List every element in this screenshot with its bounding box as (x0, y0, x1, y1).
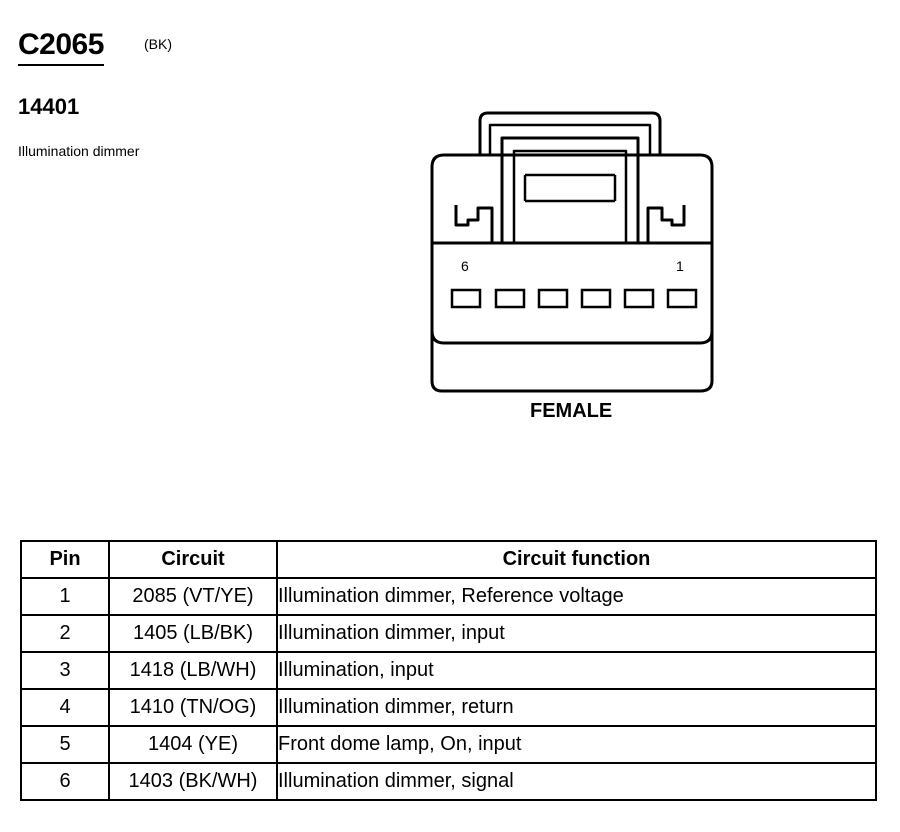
cell-pin: 3 (21, 652, 109, 689)
cell-circuit-function: Illumination dimmer, Reference voltage (277, 578, 876, 615)
pin-number-label-right: 1 (676, 258, 684, 274)
pin-cavity-4 (539, 290, 567, 307)
header-pin: Pin (21, 541, 109, 578)
header-circuit-function: Circuit function (277, 541, 876, 578)
pin-cavity-5 (496, 290, 524, 307)
connector-id: C2065 (18, 28, 104, 66)
pin-cavity-3 (582, 290, 610, 307)
cell-pin: 4 (21, 689, 109, 726)
table-row (21, 578, 876, 615)
cell-pin: 2 (21, 615, 109, 652)
table-row (21, 652, 876, 689)
cell-circuit-function: Illumination dimmer, input (277, 615, 876, 652)
cell-circuit-function: Illumination dimmer, signal (277, 763, 876, 800)
cell-circuit-function: Illumination, input (277, 652, 876, 689)
cell-circuit-function: Illumination dimmer, return (277, 689, 876, 726)
pin-cavity-1 (668, 290, 696, 307)
pin-cavity-6 (452, 290, 480, 307)
connector-gender-label: FEMALE (530, 400, 613, 422)
cell-circuit: 1410 (TN/OG) (109, 689, 277, 726)
table-row (21, 689, 876, 726)
connector-outline-drawing (420, 105, 730, 405)
table-header-row (21, 541, 876, 578)
connector-face-diagram (420, 105, 730, 405)
cell-circuit: 2085 (VT/YE) (109, 578, 277, 615)
pinout-table (20, 540, 877, 801)
title-block (18, 28, 172, 66)
cell-pin: 6 (21, 763, 109, 800)
table-row (21, 615, 876, 652)
connector-color: (BK) (144, 36, 172, 52)
pin-number-label-left: 6 (461, 258, 469, 274)
pin-cavity-2 (625, 290, 653, 307)
cell-pin: 5 (21, 726, 109, 763)
header-circuit: Circuit (109, 541, 277, 578)
table-row (21, 763, 876, 800)
cell-circuit: 1403 (BK/WH) (109, 763, 277, 800)
cell-circuit: 1405 (LB/BK) (109, 615, 277, 652)
part-number: 14401 (18, 94, 80, 119)
cell-circuit: 1404 (YE) (109, 726, 277, 763)
connector-description: Illumination dimmer (18, 143, 140, 159)
cell-pin: 1 (21, 578, 109, 615)
pin-cavities (452, 290, 696, 307)
cell-circuit-function: Front dome lamp, On, input (277, 726, 876, 763)
cell-circuit: 1418 (LB/WH) (109, 652, 277, 689)
table-row (21, 726, 876, 763)
